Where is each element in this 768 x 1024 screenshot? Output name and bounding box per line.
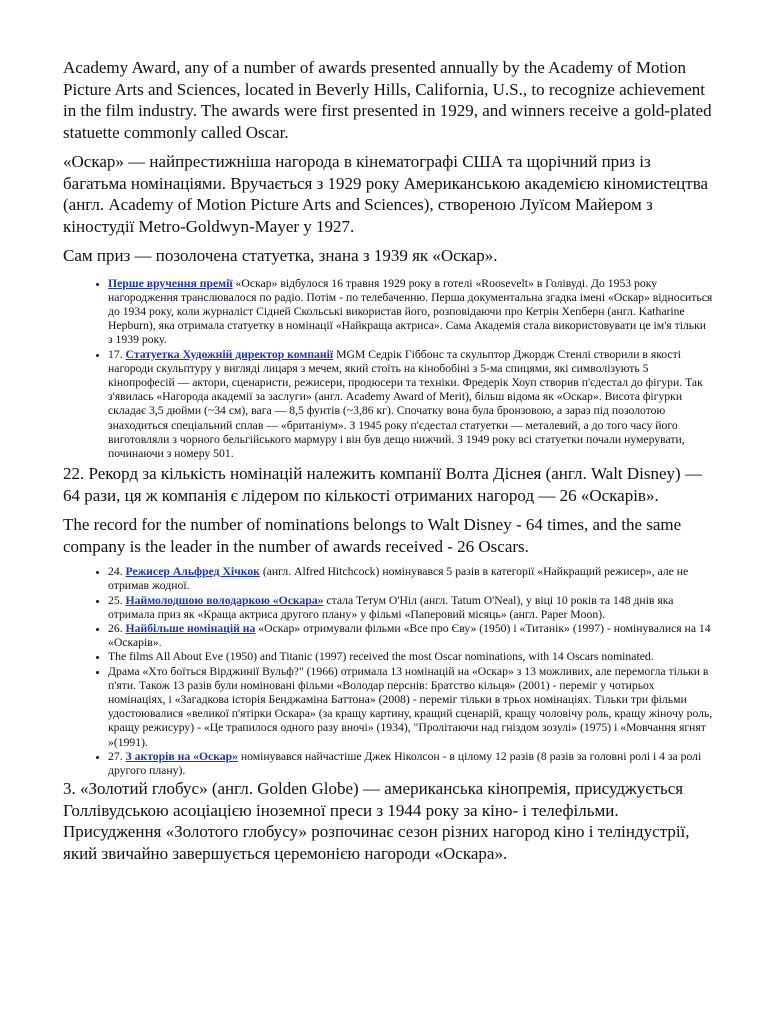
document-page [63,57,713,872]
list-item-most-nominations-en [108,650,713,664]
notes-list-second [63,565,713,778]
link-statuette-art-director[interactable]: Статуетка Художній директор компанії [125,347,334,361]
notes-list-first [63,277,713,462]
list-item-prefix: 25. [108,593,126,607]
link-first-ceremony[interactable]: Перше вручення премії [108,276,233,290]
list-item-text: «Оскар» відбулося 16 травня 1929 року в готелі «Roosevelt» в Голівуді. До 1953 року нагородження транслювалося по радіо. Потім - по телебаченню. Перша документальна згадка імені «Оскар» відноситься до 1934 року, коли журналіст Сідней Скольські використав його, розповідаючи про Кетрін Хепберн (англ. Katharine Hepburn), яка отримала статуетку в номінації «Найкраща актриса». Сама Академія стала використовувати це ім'я тільки з 1939 року. [108,276,713,347]
link-most-nominations[interactable]: Найбільше номінацій на [125,621,256,635]
list-item-youngest-winner [108,594,713,622]
link-actors-oscar[interactable]: З акторів на «Оскар» [125,749,238,763]
list-item-text: MGM Седрік Гіббонс та скульптор Джордж Стенлі створили в якості нагороди скульптуру у вигляді лицаря з мечем, який стоїть на кінобобіні з 5-ма спицями, які символізують 5 кінопрофесій — актори, сценаристи, режисери, продюсери та техніки. Фредерік Хоуп створив п'єдестал до фігури. Так з'явилась «Нагорода академії за заслуги» (англ. Academy Award of Merit), більш відома як «Оскар». Висота фігурки складає 3,5 дюйми (~34 см), вага — 8,5 фунтів (~3,86 кг). Спочатку вона була бронзовою, а зараз під позолотою знаходиться спеціальний сплав — «британіум». З 1945 року п'єдестал статуетки — металевий, а до того часу його виготовляли з чорного бельгійського мармуру і він був дещо нижчий. З 1949 року всі статуетки почали нумерувати, починаючи з номеру 501. [108,347,703,460]
list-item-text: стала Тетум О'Ніл (англ. Tatum O'Neal), у віці 10 років та 148 днів яка отримала приз як «Краща актриса другого плану» у фільмі «Паперовий місяць» (англ. Paper Moon). [108,593,674,621]
list-item-most-nominations [108,622,713,650]
paragraph-disney-en: The record for the number of nominations belongs to Walt Disney - 64 times, and the same company is the leader in the number of awards received - 26 Oscars. [63,515,682,556]
list-item-text: номінувався найчастіше Джек Ніколсон - в цілому 12 разів (8 разів за головні ролі і 4 за ролі другого плану). [108,749,702,777]
list-item-text: (англ. Alfred Hitchcock) номінувався 5 разів в категорії «Найкращий режисер», але не отримав жодної. [108,565,689,593]
list-item-first-ceremony [108,277,713,348]
paragraph-statuette: Сам приз — позолочена статуетка, знана з 1939 як «Оскар». [63,246,498,265]
paragraph-academy-award-en: Academy Award, any of a number of awards presented annually by the Academy of Motion Picture Arts and Sciences, located in Beverly Hills, California, U.S., to recognize achievement in the film industry. The awards were first presented in 1929, and winners receive a gold-plated statuette commonly called Oscar. [63,58,712,142]
paragraph-golden-globe: 3. «Золотий глобус» (англ. Golden Globe) — американська кінопремія, присуджується Голлівудською асоціацією іноземної преси з 1944 року за кіно- і телефільми. Присудження «Золотого глобусу» розпочинає сезон різних нагород кіно і теліндустрії, який звичайно завершується церемонією нагороди «Оскара». [63,779,690,863]
list-item-prefix: 24. [108,565,126,579]
list-item-text: The films All About Eve (1950) and Titanic (1997) received the most Oscar nominations, with 14 Oscars nominated. [108,650,654,664]
list-item-text: «Оскар» отримували фільми «Все про Єву» (1950) і «Титанік» (1997) - номінувалися на 14 «Оскарів». [108,621,711,650]
list-item-virginia-woolf [108,665,713,750]
list-item-prefix: 26. [108,621,126,635]
paragraph-oscar-uk: «Оскар» — найпрестижніша нагорода в кінематографі США та щорічний приз із багатьма номінаціями. Вручається з 1929 року Американською академією кіномистецтва (англ. Academy of Motion Picture Arts and Sciences), створеною Луїсом Майером з кіностудії Metro-Goldwyn-Mayer у 1927. [63,152,709,236]
list-item-prefix: 27. [108,749,126,763]
list-item-nicholson [108,750,713,778]
list-item-statuette [108,348,713,462]
list-item-prefix: 17. [108,347,126,361]
paragraph-disney-uk: 22. Рекорд за кількість номінацій належить компанії Волта Діснея (англ. Walt Disney) — 64 рази, ця ж компанія є лідером по кількості отриманих нагород — 26 «Оскарів». [63,464,702,505]
list-item-text: Драма «Хто боїться Вірджинії Вульф?" (1966) отримала 13 номінацій на «Оскар» з 13 можливих, але перемогла тільки в п'яти. Також 13 разів були номіновані фільми «Володар перснів: Братство кільця» (2001) - переміг у чотирьох номінаціях, і «Загадкова історія Бенджаміна Баттона» (2008) - переміг тільки в трьох номінаціях. Тільки три фільми удостоювалися «великої п'ятірки Оскара» (за кращу картину, кращий сценарій, кращу чоловічу роль, кращу жіночу роль, кращу режисуру) - «Це трапилося одного разу вночі» (1934), "Пролітаючи над гніздом зозулі» (1975) і «Мовчання ягнят »(1991). [108,664,713,749]
link-hitchcock[interactable]: Режисер Альфред Хічкок [125,565,260,579]
list-item-hitchcock [108,565,713,593]
link-youngest-winner[interactable]: Наймолодшою володаркою «Оскара» [125,593,324,607]
